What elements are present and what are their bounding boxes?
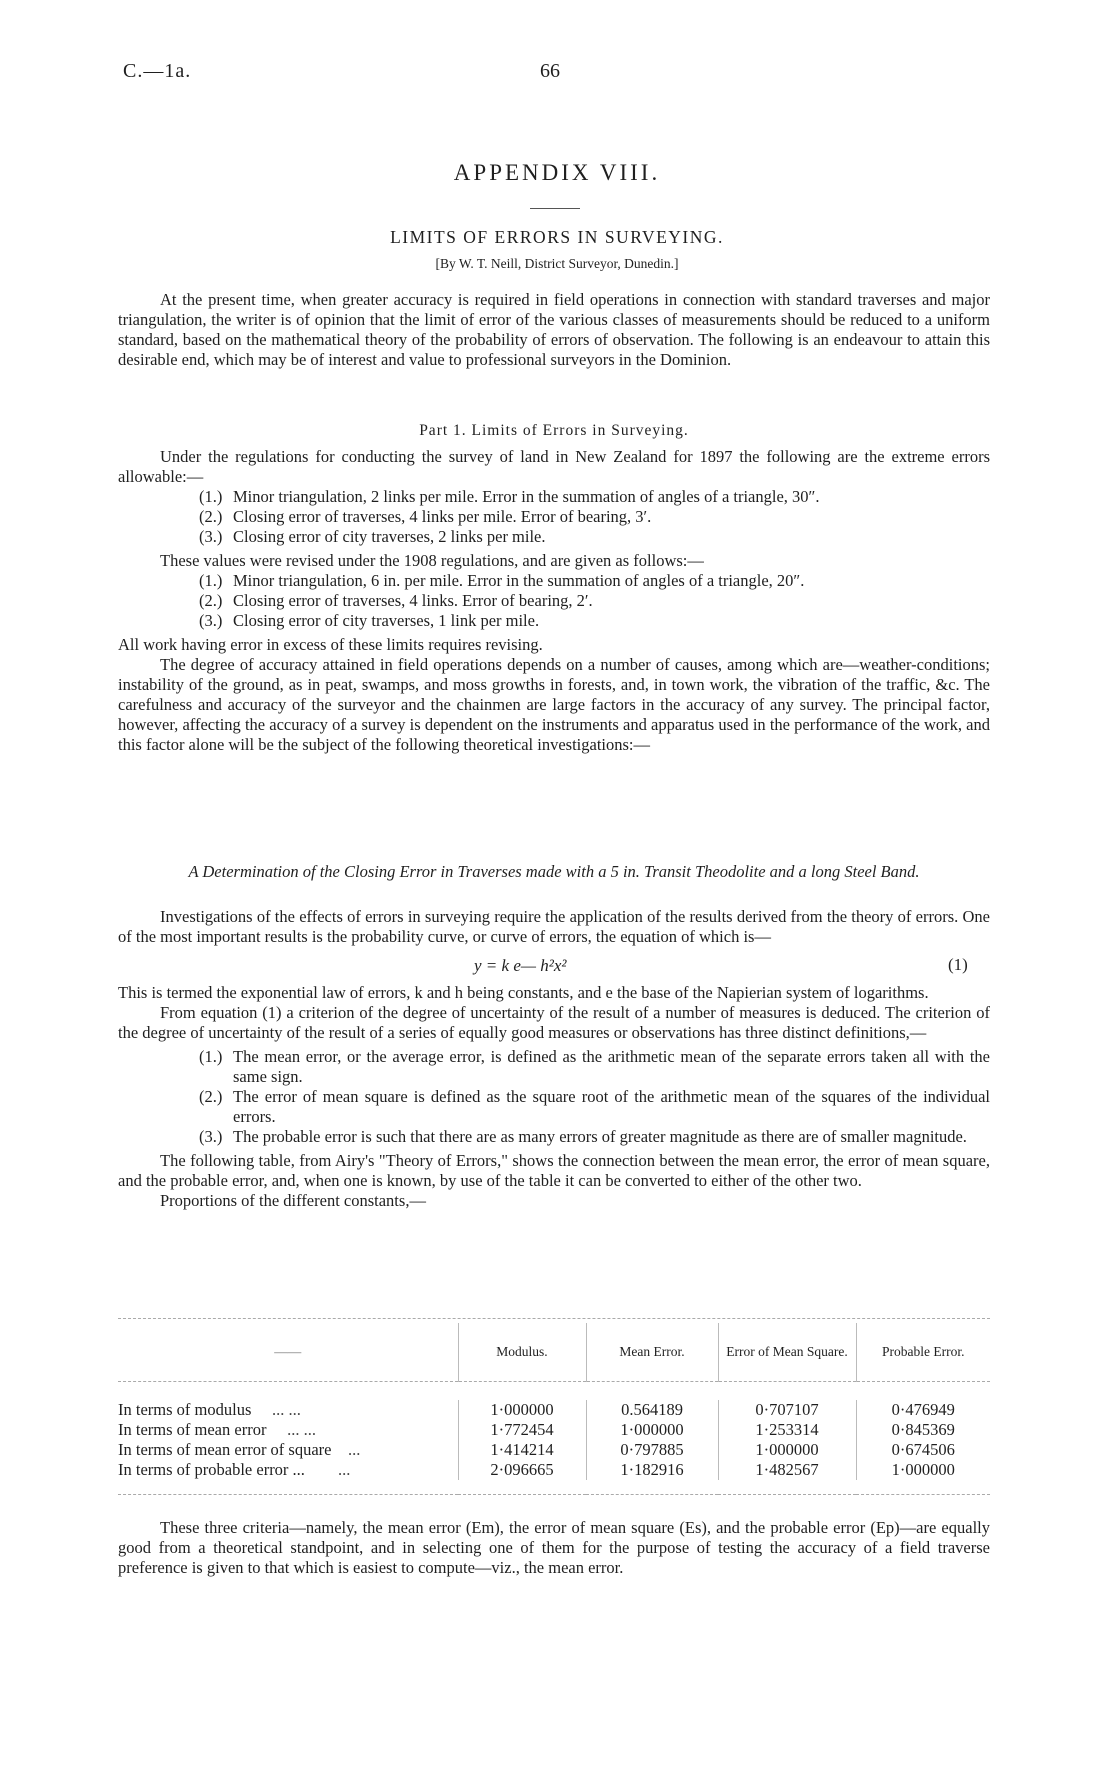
list-text: Closing error of city traverses, 2 links per mile.	[233, 527, 546, 546]
table-cell: 1·000000	[856, 1460, 990, 1480]
list-text: The mean error, or the average error, is defined as the arithmetic mean of the separate errors taken all with the same sign.	[233, 1047, 990, 1086]
list-item	[118, 1047, 990, 1087]
table-row	[118, 1460, 990, 1480]
airy-paragraph: The following table, from Airy's "Theory of Errors," shows the connection between the mean error, the error of mean square, and the probable error, and, when one is known, by use of the table it can be converted to either of the other two.	[118, 1151, 990, 1190]
table-cell: 0.564189	[586, 1400, 718, 1420]
table-cell: 0·707107	[718, 1400, 856, 1420]
list-text: Closing error of traverses, 4 links per mile. Error of bearing, 3′.	[233, 507, 652, 526]
list-number: (1.)	[199, 487, 223, 506]
list-text: The error of mean square is defined as the square root of the arithmetic mean of the squares of the individual errors.	[233, 1087, 990, 1126]
part-heading: Part 1. Limits of Errors in Surveying.	[419, 422, 689, 439]
list-text: Minor triangulation, 6 in. per mile. Error in the summation of angles of a triangle, 20″.	[233, 571, 805, 590]
list-number: (3.)	[199, 527, 223, 546]
intro-block	[118, 290, 990, 370]
table-cell: 1·482567	[718, 1460, 856, 1480]
row-label: In terms of probable error ... ...	[118, 1460, 351, 1479]
list-item	[118, 1127, 990, 1147]
table-row	[118, 1420, 990, 1440]
closing-paragraph: These three criteria—namely, the mean error (Em), the error of mean square (Es), and the probable error (Ep)—are equally good from a theoretical standpoint, and in selecting one of them for the purpose of testing the accuracy of a field traverse preference is given to that which is easiest to compute—viz., the mean error.	[118, 1518, 990, 1577]
table-cell: 1·182916	[586, 1460, 718, 1480]
investigations-paragraph: Investigations of the effects of errors in surveying require the application of the results derived from the theory of errors. One of the most important results is the probability curve, or curve of errors, the equation of which is—	[118, 907, 990, 946]
appendix-title: APPENDIX VIII.	[453, 160, 661, 185]
criterion-paragraph: From equation (1) a criterion of the degree of uncertainty of the result of a number of measures is deduced. The criterion of the degree of uncertainty of the result of a series of equally good measures or observations has three distinct definitions,—	[118, 1003, 990, 1042]
list-item	[118, 507, 990, 527]
byline: [By W. T. Neill, District Surveyor, Dunedin.]	[435, 256, 679, 271]
table-cell: 1·000000	[458, 1400, 586, 1420]
table-top-rule	[118, 1318, 990, 1319]
article-title: LIMITS OF ERRORS IN SURVEYING.	[390, 227, 724, 247]
regs-1908-intro: These values were revised under the 1908 regulations, and are given as follows:—	[160, 551, 704, 570]
regs-1897-intro: Under the regulations for conducting the survey of land in New Zealand for 1897 the following are the extreme errors allowable:—	[118, 447, 990, 486]
regulations-block	[118, 447, 990, 755]
table-cell: 1·414214	[458, 1440, 586, 1460]
proportions-line: Proportions of the different constants,—	[160, 1191, 426, 1210]
document-reference: C.—1a.	[123, 60, 192, 82]
exponential-law-paragraph: This is termed the exponential law of errors, k and h being constants, and e the base of the Napierian system of logarithms.	[118, 983, 929, 1002]
list-number: (1.)	[199, 1047, 223, 1066]
list-text: Minor triangulation, 2 links per mile. Error in the summation of angles of a triangle, 30″.	[233, 487, 820, 506]
list-number: (3.)	[199, 611, 223, 630]
table-cell: 0·476949	[856, 1400, 990, 1420]
constants-table	[118, 1323, 990, 1496]
table-header-row	[118, 1323, 990, 1382]
table-corner-cell: ——	[274, 1344, 302, 1359]
column-header: Modulus.	[458, 1323, 586, 1382]
table-cell: 1·000000	[586, 1420, 718, 1440]
list-item	[118, 571, 990, 591]
probability-equation: y = k e— h²x²	[474, 956, 567, 975]
list-text: Closing error of traverses, 4 links. Error of bearing, 2′.	[233, 591, 593, 610]
list-item	[118, 527, 990, 547]
list-number: (2.)	[199, 1087, 223, 1106]
list-number: (2.)	[199, 591, 223, 610]
list-number: (2.)	[199, 507, 223, 526]
intro-paragraph: At the present time, when greater accuracy is required in field operations in connection with standard traverses and major triangulation, the writer is of opinion that the limit of error of the various classes of measurements should be reduced to a uniform standard, based on the mathematical theory of the probability of errors of observation. The following is an endeavour to attain this desirable end, which may be of interest and value to professional surveyors in the Dominion.	[118, 290, 990, 369]
table-row	[118, 1400, 990, 1420]
table-cell: 1·772454	[458, 1420, 586, 1440]
list-item	[118, 591, 990, 611]
section-heading: A Determination of the Closing Error in Traverses made with a 5 in. Transit Theodolite and a long Steel Band.	[188, 862, 920, 881]
page-number: 66	[540, 60, 560, 82]
table-cell: 0·674506	[856, 1440, 990, 1460]
row-label: In terms of modulus ... ...	[118, 1400, 301, 1419]
list-text: Closing error of city traverses, 1 link per mile.	[233, 611, 540, 630]
column-header: Mean Error.	[586, 1323, 718, 1382]
column-header: Error of Mean Square.	[718, 1323, 856, 1382]
table-cell: 2·096665	[458, 1460, 586, 1480]
list-item	[118, 1087, 990, 1127]
row-label: In terms of mean error of square ...	[118, 1440, 361, 1459]
revision-note: All work having error in excess of these limits requires revising.	[118, 635, 543, 654]
criterion-block	[118, 983, 990, 1211]
list-item	[118, 487, 990, 507]
list-number: (3.)	[199, 1127, 223, 1146]
list-text: The probable error is such that there are as many errors of greater magnitude as there are of smaller magnitude.	[233, 1127, 967, 1146]
title-divider	[530, 208, 580, 209]
table-cell: 1·000000	[718, 1440, 856, 1460]
table-cell: 1·253314	[718, 1420, 856, 1440]
column-header: Probable Error.	[856, 1323, 990, 1382]
closing-block	[118, 1518, 990, 1578]
equation-number: (1)	[948, 955, 968, 974]
list-item	[118, 611, 990, 631]
row-label: In terms of mean error ... ...	[118, 1420, 316, 1439]
table-cell: 0·845369	[856, 1420, 990, 1440]
accuracy-paragraph: The degree of accuracy attained in field operations depends on a number of causes, among which are—weather-conditions; instability of the ground, as in peat, swamps, and moss growths in forests, and, in town work, the vibration of the traffic, &c. The carefulness and accuracy of the surveyor and the chainmen are large factors in the accuracy of any survey. The principal factor, however, affecting the accuracy of a survey is dependent on the instruments and apparatus used in the performance of the work, and this factor alone will be the subject of the following theoretical investigations:—	[118, 655, 990, 754]
investigations-block	[118, 907, 990, 947]
table-row	[118, 1440, 990, 1460]
table-cell: 0·797885	[586, 1440, 718, 1460]
list-number: (1.)	[199, 571, 223, 590]
